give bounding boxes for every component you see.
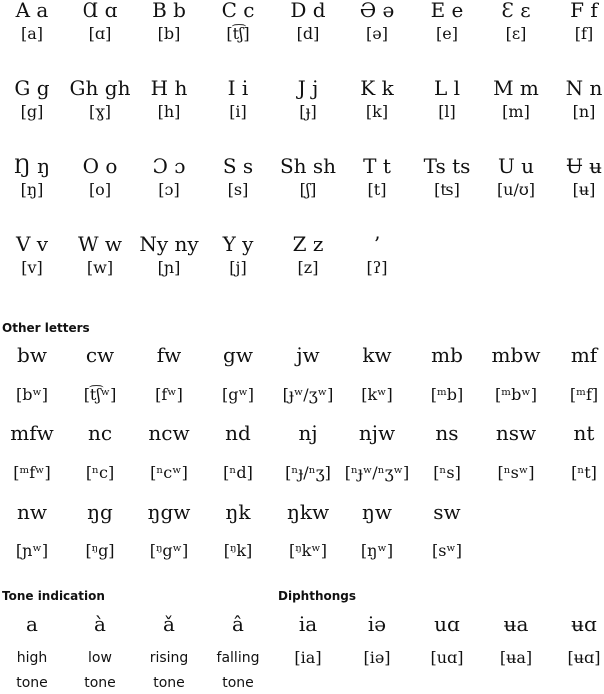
digraph-ipa: [t͡ʃʷ] [66, 380, 135, 410]
digraph-letter: ŋkw [274, 497, 343, 527]
digraph-letter: kw [343, 340, 412, 370]
alphabet-letter: Z z [274, 229, 343, 259]
alphabet-letter: J j [274, 73, 343, 103]
digraph-ipa: [ᵐbʷ] [482, 380, 551, 410]
alphabet-ipa: [e] [413, 19, 482, 49]
tone-label: low [66, 647, 135, 669]
diphthong-letter: ʉɑ [550, 609, 604, 639]
digraph-ipa: [ᵑg] [66, 536, 135, 566]
tone-label: tone [135, 672, 204, 694]
digraph-letter: ns [413, 418, 482, 448]
alphabet-ipa: [ɔ] [135, 175, 204, 205]
digraph-letter: sw [413, 497, 482, 527]
alphabet-letter: Ny ny [135, 229, 204, 259]
digraph-letter: mfw [0, 418, 67, 448]
digraph-ipa: [ⁿc] [66, 458, 135, 488]
tone-label: tone [0, 672, 67, 694]
digraph-letter: njw [343, 418, 412, 448]
alphabet-ipa: [n] [550, 97, 604, 127]
alphabet-ipa: [ŋ] [0, 175, 67, 205]
diphthong-letter: iə [343, 609, 412, 639]
digraph-ipa: [ⁿt] [550, 458, 604, 488]
alphabet-letter: T t [343, 151, 412, 181]
digraph-ipa: [ᵐf] [550, 380, 604, 410]
digraph-letter: nj [274, 418, 343, 448]
digraph-ipa: [ᵑkʷ] [274, 536, 343, 566]
diphthong-ipa: [iə] [343, 643, 412, 673]
alphabet-ipa: [b] [135, 19, 204, 49]
digraph-ipa: [ⁿs] [413, 458, 482, 488]
alphabet-letter: D d [274, 0, 343, 25]
digraph-letter: nsw [482, 418, 551, 448]
alphabet-ipa: [ɛ] [482, 19, 551, 49]
section-heading-tone-indication: Tone indication [2, 588, 105, 604]
digraph-letter: ŋk [204, 497, 273, 527]
alphabet-ipa: [ʦ] [413, 175, 482, 205]
alphabet-letter: Ɑ ɑ [66, 0, 135, 25]
alphabet-letter: Ɔ ɔ [135, 151, 204, 181]
digraph-ipa: [ᵑk] [204, 536, 273, 566]
alphabet-letter: M m [482, 73, 551, 103]
section-heading-other-letters: Other letters [2, 320, 90, 336]
alphabet-letter: Gh gh [66, 73, 135, 103]
alphabet-ipa: [t͡ʃ] [204, 19, 273, 49]
alphabet-ipa: [z] [274, 253, 343, 283]
digraph-ipa: [kʷ] [343, 380, 412, 410]
alphabet-ipa: [i] [204, 97, 273, 127]
alphabet-ipa: [u/ʊ] [482, 175, 551, 205]
alphabet-ipa: [ɑ] [66, 19, 135, 49]
alphabet-letter: Ɛ ɛ [482, 0, 551, 25]
alphabet-ipa: [ʔ] [343, 253, 412, 283]
alphabet-ipa: [j] [204, 253, 273, 283]
alphabet-letter: O o [66, 151, 135, 181]
diphthong-ipa: [ʉɑ] [550, 643, 604, 673]
digraph-ipa: [ɟʷ/ʒʷ] [274, 380, 343, 410]
digraph-letter: nd [204, 418, 273, 448]
alphabet-letter: U u [482, 151, 551, 181]
digraph-ipa: [sʷ] [413, 536, 482, 566]
digraph-letter: nt [550, 418, 604, 448]
alphabet-letter: A a [0, 0, 67, 25]
digraph-letter: ŋg [66, 497, 135, 527]
digraph-ipa: [ⁿɟ/ⁿʒ] [274, 458, 343, 488]
digraph-letter: gw [204, 340, 273, 370]
alphabet-letter: K k [343, 73, 412, 103]
digraph-letter: mbw [482, 340, 551, 370]
digraph-letter: jw [274, 340, 343, 370]
alphabet-ipa: [ɟ] [274, 97, 343, 127]
alphabet-ipa: [ə] [343, 19, 412, 49]
alphabet-letter: Sh sh [274, 151, 343, 181]
alphabet-letter: Y y [204, 229, 273, 259]
diphthong-ipa: [ia] [274, 643, 343, 673]
alphabet-letter: W w [66, 229, 135, 259]
digraph-ipa: [bʷ] [0, 380, 67, 410]
tone-letter: a [0, 609, 67, 639]
alphabet-letter: Ts ts [413, 151, 482, 181]
digraph-ipa: [ⁿsʷ] [482, 458, 551, 488]
digraph-ipa: [ᵑgʷ] [135, 536, 204, 566]
tone-label: tone [204, 672, 273, 694]
digraph-letter: ŋw [343, 497, 412, 527]
alphabet-ipa: [k] [343, 97, 412, 127]
alphabet-letter: H h [135, 73, 204, 103]
digraph-ipa: [ᵐfʷ] [0, 458, 67, 488]
alphabet-letter: V v [0, 229, 67, 259]
alphabet-letter: G g [0, 73, 67, 103]
digraph-letter: nc [66, 418, 135, 448]
alphabet-ipa: [l] [413, 97, 482, 127]
alphabet-ipa: [a] [0, 19, 67, 49]
digraph-ipa: [gʷ] [204, 380, 273, 410]
alphabet-ipa: [g] [0, 97, 67, 127]
diphthong-ipa: [ʉa] [482, 643, 551, 673]
alphabet-ipa: [w] [66, 253, 135, 283]
alphabet-ipa: [d] [274, 19, 343, 49]
alphabet-letter: C c [204, 0, 273, 25]
digraph-letter: cw [66, 340, 135, 370]
alphabet-letter: N n [550, 73, 604, 103]
alphabet-ipa: [ʃ] [274, 175, 343, 205]
alphabet-letter: S s [204, 151, 273, 181]
alphabet-letter: B b [135, 0, 204, 25]
digraph-letter: mf [550, 340, 604, 370]
tone-label: falling [204, 647, 273, 669]
tone-label: rising [135, 647, 204, 669]
alphabet-ipa: [t] [343, 175, 412, 205]
alphabet-ipa: [ɲ] [135, 253, 204, 283]
tone-label: tone [66, 672, 135, 694]
diphthong-ipa: [uɑ] [413, 643, 482, 673]
diphthong-letter: uɑ [413, 609, 482, 639]
alphabet-ipa: [f] [550, 19, 604, 49]
alphabet-letter: I i [204, 73, 273, 103]
tone-letter: ǎ [135, 609, 204, 639]
alphabet-ipa: [o] [66, 175, 135, 205]
digraph-ipa: [ⁿcʷ] [135, 458, 204, 488]
alphabet-ipa: [ʉ] [550, 175, 604, 205]
alphabet-ipa: [v] [0, 253, 67, 283]
alphabet-letter: Ŋ ŋ [0, 151, 67, 181]
diphthong-letter: ʉa [482, 609, 551, 639]
tone-letter: à [66, 609, 135, 639]
digraph-letter: fw [135, 340, 204, 370]
section-heading-diphthongs: Diphthongs [278, 588, 356, 604]
alphabet-ipa: [h] [135, 97, 204, 127]
digraph-letter: ncw [135, 418, 204, 448]
digraph-ipa: [ⁿɟʷ/ⁿʒʷ] [343, 458, 412, 488]
alphabet-ipa: [s] [204, 175, 273, 205]
digraph-letter: nw [0, 497, 67, 527]
digraph-ipa: [ⁿd] [204, 458, 273, 488]
digraph-letter: ŋgw [135, 497, 204, 527]
alphabet-letter: L l [413, 73, 482, 103]
digraph-letter: bw [0, 340, 67, 370]
diphthong-letter: ia [274, 609, 343, 639]
alphabet-ipa: [ɣ] [66, 97, 135, 127]
digraph-ipa: [fʷ] [135, 380, 204, 410]
digraph-letter: mb [413, 340, 482, 370]
tone-letter: â [204, 609, 273, 639]
alphabet-letter: ’ [343, 229, 412, 259]
tone-label: high [0, 647, 67, 669]
alphabet-letter: F f [550, 0, 604, 25]
digraph-ipa: [ɲʷ] [0, 536, 67, 566]
digraph-ipa: [ᵐb] [413, 380, 482, 410]
alphabet-letter: Ʉ ʉ [550, 151, 604, 181]
digraph-ipa: [ŋʷ] [343, 536, 412, 566]
alphabet-letter: E e [413, 0, 482, 25]
alphabet-letter: Ə ə [343, 0, 412, 25]
alphabet-ipa: [m] [482, 97, 551, 127]
